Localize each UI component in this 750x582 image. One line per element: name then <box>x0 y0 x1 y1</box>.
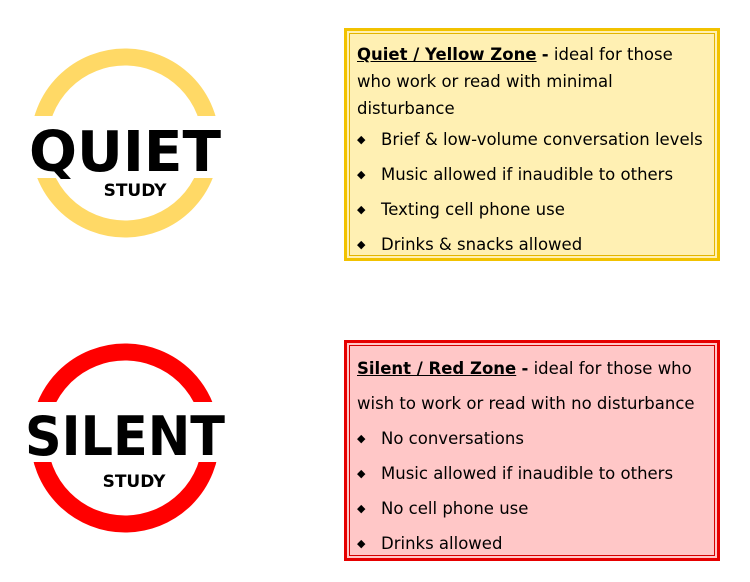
list-item-label: Brief & low-volume conversation levels <box>381 130 703 149</box>
quiet-sub-label: STUDY <box>103 181 167 201</box>
list-item-label: Drinks & snacks allowed <box>381 235 583 254</box>
diamond-bullet-icon: ◆ <box>357 203 366 216</box>
quiet-word: QUIET <box>29 120 221 185</box>
quiet-zone-separator: - <box>541 45 549 64</box>
silent-zone-list <box>357 421 707 561</box>
list-item <box>357 526 707 561</box>
quiet-zone-title: Quiet / Yellow Zone <box>357 45 537 64</box>
silent-zone-box <box>344 340 720 561</box>
diamond-bullet-icon: ◆ <box>357 238 366 251</box>
diamond-bullet-icon: ◆ <box>357 467 366 480</box>
silent-zone-heading <box>357 351 707 421</box>
diamond-bullet-icon: ◆ <box>357 502 366 515</box>
silent-zone-title: Silent / Red Zone <box>357 359 517 378</box>
diamond-bullet-icon: ◆ <box>357 432 366 445</box>
diamond-bullet-icon: ◆ <box>357 168 366 181</box>
list-item-label: No cell phone use <box>381 499 529 518</box>
list-item <box>357 421 707 456</box>
silent-study-sign <box>0 324 260 564</box>
list-item <box>357 456 707 491</box>
list-item <box>357 122 707 157</box>
silent-sub-label: STUDY <box>102 472 166 492</box>
list-item-label: Music allowed if inaudible to others <box>381 464 674 483</box>
diamond-bullet-icon: ◆ <box>357 133 366 146</box>
quiet-zone-list <box>357 122 707 262</box>
diamond-bullet-icon: ◆ <box>357 537 366 550</box>
silent-sign-graphic <box>0 324 260 564</box>
list-item-label: Texting cell phone use <box>381 200 565 219</box>
list-item <box>357 227 707 262</box>
silent-zone-separator: - <box>521 359 529 378</box>
quiet-zone-box <box>344 28 720 261</box>
quiet-zone-heading <box>357 41 707 122</box>
list-item-label: No conversations <box>381 429 524 448</box>
silent-word: SILENT <box>25 405 226 468</box>
list-item <box>357 157 707 192</box>
quiet-study-sign <box>0 30 260 270</box>
quiet-sign-graphic <box>0 30 260 270</box>
list-item-label: Drinks allowed <box>381 534 503 553</box>
list-item-label: Music allowed if inaudible to others <box>381 165 674 184</box>
quiet-zone-description: ideal for those who work or read with minimal disturbance <box>357 45 673 118</box>
list-item <box>357 491 707 526</box>
list-item <box>357 192 707 227</box>
silent-zone-description: ideal for those who wish to work or read with no disturbance <box>357 359 695 413</box>
